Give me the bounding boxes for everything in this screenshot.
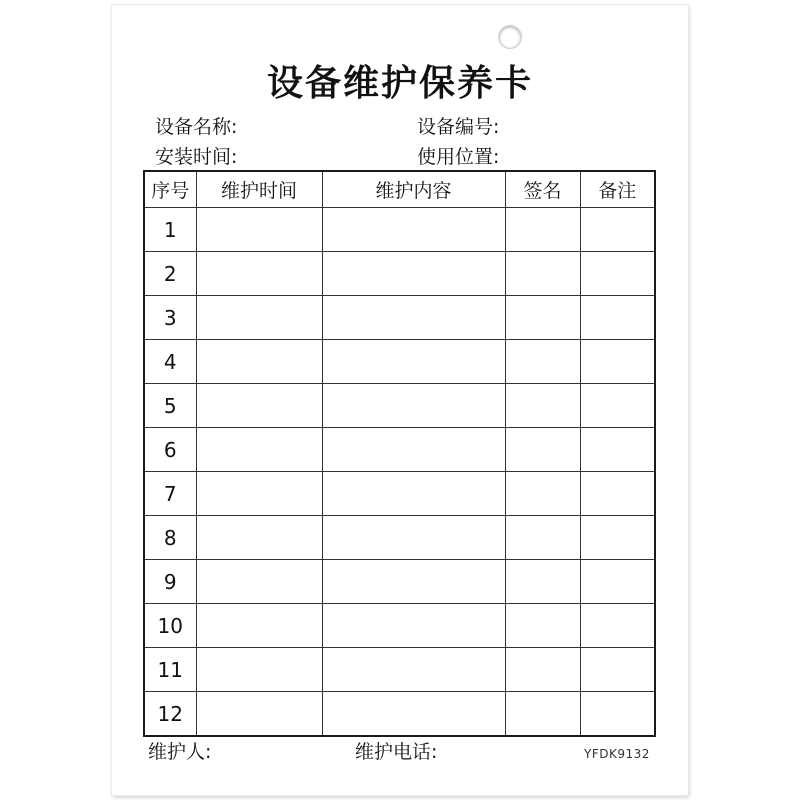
signature-cell[interactable] bbox=[505, 692, 580, 737]
table-row bbox=[144, 648, 655, 692]
hang-hole bbox=[498, 25, 522, 49]
row-number-cell: 1 bbox=[144, 208, 196, 252]
table-row bbox=[144, 340, 655, 384]
maintenance-time-cell[interactable] bbox=[196, 428, 322, 472]
table-row bbox=[144, 384, 655, 428]
note-cell[interactable] bbox=[580, 604, 655, 648]
signature-cell[interactable] bbox=[505, 208, 580, 252]
product-code: YFDK9132 bbox=[584, 747, 650, 761]
maintenance-table bbox=[143, 170, 656, 737]
row-number-cell: 10 bbox=[144, 604, 196, 648]
table-header-row bbox=[144, 171, 655, 208]
maintenance-content-cell[interactable] bbox=[322, 252, 505, 296]
phone-label: 维护电话: bbox=[355, 741, 438, 763]
row-number-cell: 9 bbox=[144, 560, 196, 604]
row-number-cell: 4 bbox=[144, 340, 196, 384]
note-cell[interactable] bbox=[580, 296, 655, 340]
row-number-cell: 2 bbox=[144, 252, 196, 296]
signature-cell[interactable] bbox=[505, 516, 580, 560]
table-row bbox=[144, 428, 655, 472]
table-row bbox=[144, 516, 655, 560]
table-row bbox=[144, 208, 655, 252]
maintenance-content-cell[interactable] bbox=[322, 604, 505, 648]
note-cell[interactable] bbox=[580, 516, 655, 560]
row-number-cell: 7 bbox=[144, 472, 196, 516]
maintenance-content-cell[interactable] bbox=[322, 516, 505, 560]
note-cell[interactable] bbox=[580, 692, 655, 737]
row-number-cell: 3 bbox=[144, 296, 196, 340]
row-number-cell: 12 bbox=[144, 692, 196, 737]
row-number-cell: 6 bbox=[144, 428, 196, 472]
equipment-number-label: 设备编号: bbox=[417, 116, 500, 138]
maintenance-time-cell[interactable] bbox=[196, 692, 322, 737]
note-cell[interactable] bbox=[580, 252, 655, 296]
note-cell[interactable] bbox=[580, 560, 655, 604]
card-title: 设备维护保养卡 bbox=[266, 63, 533, 104]
signature-cell[interactable] bbox=[505, 648, 580, 692]
signature-cell[interactable] bbox=[505, 252, 580, 296]
maintenance-time-cell[interactable] bbox=[196, 252, 322, 296]
maintenance-content-cell[interactable] bbox=[322, 428, 505, 472]
row-number-cell: 8 bbox=[144, 516, 196, 560]
header-sign: 签名 bbox=[505, 171, 580, 208]
maintainer-label: 维护人: bbox=[148, 741, 212, 763]
maintenance-content-cell[interactable] bbox=[322, 384, 505, 428]
note-cell[interactable] bbox=[580, 428, 655, 472]
install-time-label: 安装时间: bbox=[155, 146, 238, 168]
maintenance-time-cell[interactable] bbox=[196, 604, 322, 648]
maintenance-time-cell[interactable] bbox=[196, 384, 322, 428]
maintenance-content-cell[interactable] bbox=[322, 340, 505, 384]
signature-cell[interactable] bbox=[505, 340, 580, 384]
row-number-cell: 11 bbox=[144, 648, 196, 692]
signature-cell[interactable] bbox=[505, 604, 580, 648]
header-time: 维护时间 bbox=[196, 171, 322, 208]
maintenance-content-cell[interactable] bbox=[322, 472, 505, 516]
header-content: 维护内容 bbox=[322, 171, 505, 208]
note-cell[interactable] bbox=[580, 208, 655, 252]
header-note: 备注 bbox=[580, 171, 655, 208]
note-cell[interactable] bbox=[580, 648, 655, 692]
note-cell[interactable] bbox=[580, 472, 655, 516]
table-row bbox=[144, 604, 655, 648]
maintenance-time-cell[interactable] bbox=[196, 516, 322, 560]
maintenance-content-cell[interactable] bbox=[322, 648, 505, 692]
note-cell[interactable] bbox=[580, 340, 655, 384]
signature-cell[interactable] bbox=[505, 472, 580, 516]
maintenance-time-cell[interactable] bbox=[196, 472, 322, 516]
signature-cell[interactable] bbox=[505, 428, 580, 472]
location-label: 使用位置: bbox=[417, 146, 500, 168]
table-row bbox=[144, 472, 655, 516]
note-cell[interactable] bbox=[580, 384, 655, 428]
table-row bbox=[144, 296, 655, 340]
maintenance-time-cell[interactable] bbox=[196, 340, 322, 384]
maintenance-time-cell[interactable] bbox=[196, 648, 322, 692]
maintenance-content-cell[interactable] bbox=[322, 560, 505, 604]
signature-cell[interactable] bbox=[505, 296, 580, 340]
table-row bbox=[144, 692, 655, 737]
maintenance-time-cell[interactable] bbox=[196, 208, 322, 252]
maintenance-content-cell[interactable] bbox=[322, 208, 505, 252]
signature-cell[interactable] bbox=[505, 384, 580, 428]
table-row bbox=[144, 560, 655, 604]
table-row bbox=[144, 252, 655, 296]
equipment-name-label: 设备名称: bbox=[155, 116, 238, 138]
maintenance-content-cell[interactable] bbox=[322, 692, 505, 737]
header-no: 序号 bbox=[144, 171, 196, 208]
maintenance-time-cell[interactable] bbox=[196, 560, 322, 604]
signature-cell[interactable] bbox=[505, 560, 580, 604]
row-number-cell: 5 bbox=[144, 384, 196, 428]
maintenance-time-cell[interactable] bbox=[196, 296, 322, 340]
maintenance-content-cell[interactable] bbox=[322, 296, 505, 340]
